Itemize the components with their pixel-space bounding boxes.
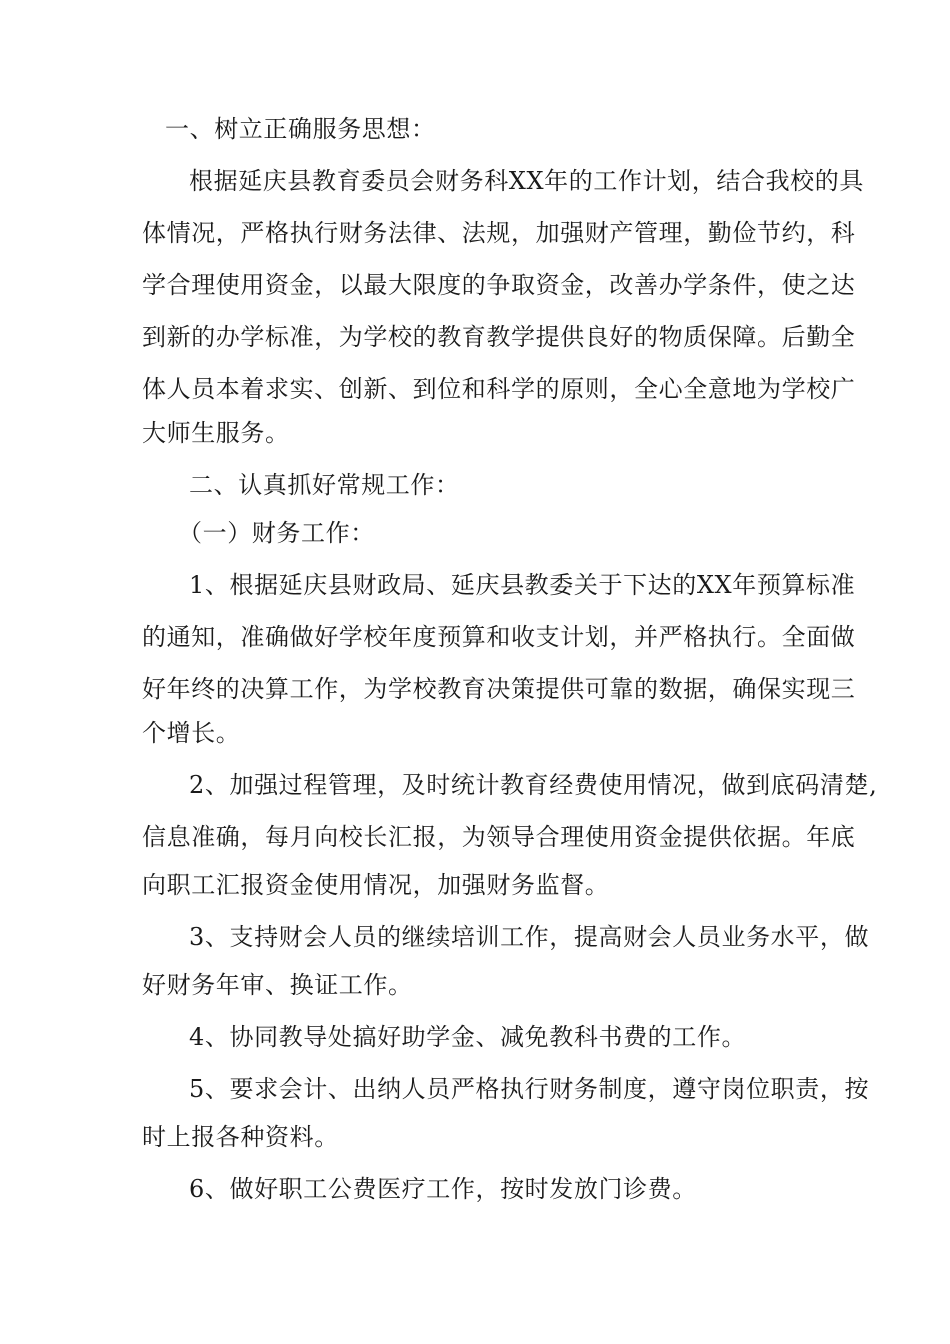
list-item-line: 向职工汇报资金使用情况，加强财务监督。 [142,871,610,899]
list-item-line: 信息准确，每月向校长汇报，为领导合理使用资金提供依据。年底 [142,823,856,851]
list-item-line: 好年终的决算工作，为学校教育决策提供可靠的数据，确保实现三 [142,675,856,703]
paragraph-line: 体人员本着求实、创新、到位和科学的原则，全心全意地为学校广 [142,375,856,403]
list-item-line: 4、协同教导处搞好助学金、减免教科书费的工作。 [189,1023,747,1051]
list-item-line: 5、要求会计、出纳人员严格执行财务制度，遵守岗位职责，按 [189,1075,870,1103]
paragraph-line: 根据延庆县教育委员会财务科XX年的工作计划，结合我校的具 [189,167,864,195]
paragraph-line: 大师生服务。 [142,419,290,447]
list-item-line: 3、支持财会人员的继续培训工作，提高财会人员业务水平，做 [189,923,870,951]
list-item-line: 6、做好职工公费医疗工作，按时发放门诊费。 [189,1175,697,1203]
subsection-heading: （一）财务工作： [178,519,375,547]
paragraph-line: 体情况，严格执行财务法律、法规，加强财产管理，勤俭节约，科 [142,219,856,247]
paragraph-line: 到新的办学标准，为学校的教育教学提供良好的物质保障。后勤全 [142,323,856,351]
list-item-line: 2、加强过程管理，及时统计教育经费使用情况，做到底码清楚, [189,771,878,799]
list-item-line: 个增长。 [142,719,241,747]
list-item-line: 1、根据延庆县财政局、延庆县教委关于下达的XX年预算标准 [189,571,856,599]
section-heading: 一、树立正确服务思想： [165,115,436,143]
list-item-line: 的通知，准确做好学校年度预算和收支计划，并严格执行。全面做 [142,623,856,651]
list-item-line: 时上报各种资料。 [142,1123,339,1151]
section-heading: 二、认真抓好常规工作： [189,471,460,499]
paragraph-line: 学合理使用资金，以最大限度的争取资金，改善办学条件，使之达 [142,271,856,299]
list-item-line: 好财务年审、换证工作。 [142,971,413,999]
